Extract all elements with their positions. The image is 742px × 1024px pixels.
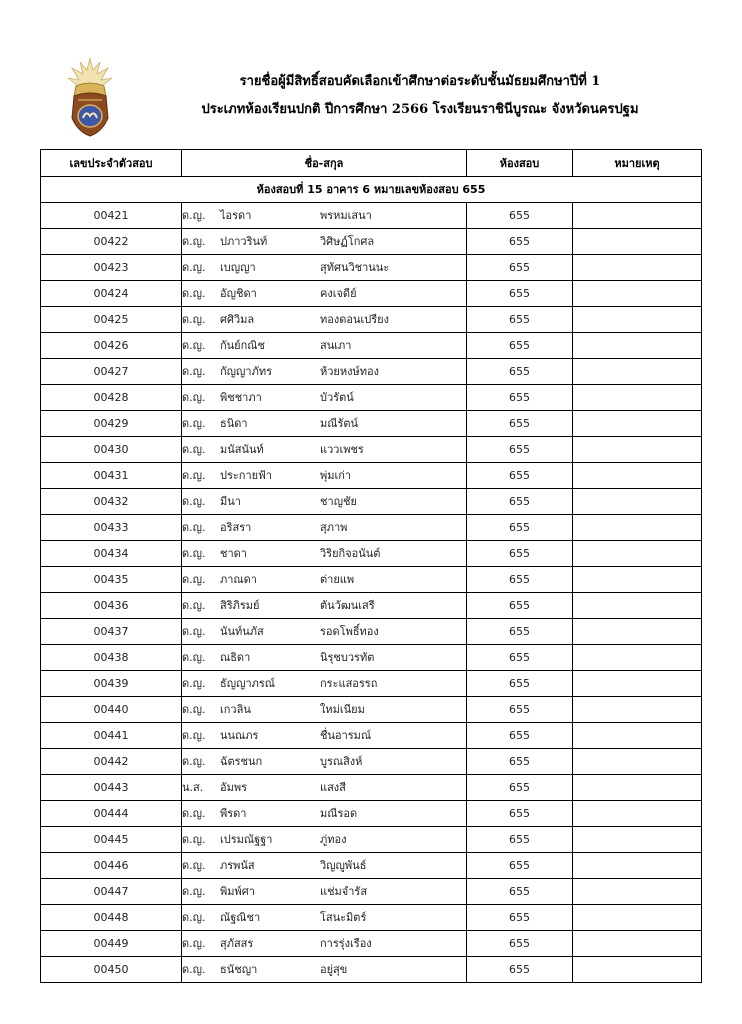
note-cell — [573, 541, 702, 567]
table-row — [41, 879, 702, 905]
first-name: นันท์นภัส — [220, 625, 264, 638]
room-cell: 655 — [467, 333, 573, 359]
column-header-note: หมายเหตุ — [573, 150, 702, 177]
name-cell — [182, 411, 467, 437]
name-cell — [182, 385, 467, 411]
exam-id-cell: 00445 — [41, 827, 182, 853]
last-name: ต่ายแพ — [320, 573, 355, 586]
note-cell — [573, 229, 702, 255]
name-prefix: ด.ญ. — [182, 599, 206, 612]
name-prefix: ด.ญ. — [182, 859, 206, 872]
first-name: ปภาวรินท์ — [220, 235, 268, 248]
section-row — [41, 177, 702, 203]
note-cell — [573, 801, 702, 827]
note-cell — [573, 463, 702, 489]
name-cell — [182, 905, 467, 931]
first-name: เบญญา — [220, 261, 256, 274]
note-cell — [573, 515, 702, 541]
room-cell: 655 — [467, 385, 573, 411]
name-cell — [182, 281, 467, 307]
room-cell: 655 — [467, 749, 573, 775]
name-cell — [182, 931, 467, 957]
name-prefix: ด.ญ. — [182, 807, 206, 820]
table-row — [41, 723, 702, 749]
room-cell: 655 — [467, 723, 573, 749]
exam-id-cell: 00430 — [41, 437, 182, 463]
last-name: โสนะมิตร์ — [320, 911, 367, 924]
exam-id-cell: 00423 — [41, 255, 182, 281]
name-prefix: ด.ญ. — [182, 209, 206, 222]
room-cell: 655 — [467, 957, 573, 983]
name-cell — [182, 697, 467, 723]
first-name: ธัญญาภรณ์ — [220, 677, 275, 690]
first-name: ณธิดา — [220, 651, 251, 664]
name-cell — [182, 593, 467, 619]
exam-id-cell: 00437 — [41, 619, 182, 645]
exam-id-cell: 00421 — [41, 203, 182, 229]
room-cell: 655 — [467, 775, 573, 801]
note-cell — [573, 359, 702, 385]
first-name: ธนิดา — [220, 417, 248, 430]
note-cell — [573, 671, 702, 697]
first-name: ธนัชญา — [220, 963, 258, 976]
last-name: วิญญูพันธ์ — [320, 859, 367, 872]
last-name: บัวรัตน์ — [320, 391, 354, 404]
first-name: กัญญาภัทร — [220, 365, 272, 378]
exam-id-cell: 00448 — [41, 905, 182, 931]
school-emblem-icon — [62, 56, 118, 138]
room-cell: 655 — [467, 307, 573, 333]
last-name: ห้วยหงษ์ทอง — [320, 365, 379, 378]
last-name: วิศิษฏ์โกศล — [320, 235, 375, 248]
note-cell — [573, 749, 702, 775]
first-name: พีรดา — [220, 807, 247, 820]
note-cell — [573, 255, 702, 281]
room-cell: 655 — [467, 359, 573, 385]
table-header-row — [41, 150, 702, 177]
table-row — [41, 333, 702, 359]
last-name: พุ่มเก่า — [320, 469, 352, 482]
name-cell — [182, 229, 467, 255]
exam-id-cell: 00426 — [41, 333, 182, 359]
table-row — [41, 307, 702, 333]
name-prefix: ด.ญ. — [182, 911, 206, 924]
name-cell — [182, 801, 467, 827]
first-name: สุภัสสร — [220, 937, 254, 950]
first-name: ศศิวิมล — [220, 313, 255, 326]
exam-id-cell: 00431 — [41, 463, 182, 489]
name-cell — [182, 957, 467, 983]
first-name: อัมพร — [220, 781, 248, 794]
note-cell — [573, 307, 702, 333]
table-row — [41, 671, 702, 697]
name-prefix: ด.ญ. — [182, 417, 206, 430]
name-cell — [182, 645, 467, 671]
column-header-exam-id: เลขประจำตัวสอบ — [41, 150, 182, 177]
first-name: มีนา — [220, 495, 241, 508]
name-prefix: ด.ญ. — [182, 521, 206, 534]
first-name: เกวลิน — [220, 703, 251, 716]
name-cell — [182, 255, 467, 281]
last-name: กระแสอรรถ — [320, 677, 378, 690]
room-cell: 655 — [467, 229, 573, 255]
name-cell — [182, 749, 467, 775]
room-cell: 655 — [467, 203, 573, 229]
table-row — [41, 489, 702, 515]
name-cell — [182, 307, 467, 333]
first-name: ภาณดา — [220, 573, 257, 586]
last-name: วิริยกิจอนันต์ — [320, 547, 381, 560]
room-cell: 655 — [467, 515, 573, 541]
table-row — [41, 359, 702, 385]
first-name: ชาดา — [220, 547, 247, 560]
first-name: นนณภร — [220, 729, 259, 742]
document-title: รายชื่อผู้มีสิทธิ์สอบคัดเลือกเข้าศึกษาต่อระดับชั้นมัธยมศึกษาปีที่ 1 — [239, 74, 601, 89]
last-name: สนเภา — [320, 339, 352, 352]
note-cell — [573, 697, 702, 723]
room-cell: 655 — [467, 827, 573, 853]
first-name: ไอรดา — [220, 209, 252, 222]
name-cell — [182, 827, 467, 853]
table-row — [41, 957, 702, 983]
name-prefix: ด.ญ. — [182, 469, 206, 482]
note-cell — [573, 645, 702, 671]
last-name: รอดโพธิ์ทอง — [320, 625, 379, 638]
first-name: พิชชาภา — [220, 391, 262, 404]
note-cell — [573, 593, 702, 619]
table-row — [41, 229, 702, 255]
name-cell — [182, 515, 467, 541]
table-row — [41, 749, 702, 775]
last-name: สุภาพ — [320, 521, 348, 534]
table-row — [41, 515, 702, 541]
note-cell — [573, 411, 702, 437]
exam-id-cell: 00441 — [41, 723, 182, 749]
name-prefix: ด.ญ. — [182, 339, 206, 352]
candidate-table — [40, 149, 702, 983]
room-cell: 655 — [467, 541, 573, 567]
note-cell — [573, 333, 702, 359]
room-cell: 655 — [467, 853, 573, 879]
note-cell — [573, 827, 702, 853]
table-row — [41, 593, 702, 619]
note-cell — [573, 931, 702, 957]
name-cell — [182, 437, 467, 463]
table-row — [41, 255, 702, 281]
first-name: อัญชิดา — [220, 287, 257, 300]
first-name: พิมพ์ศา — [220, 885, 255, 898]
room-cell: 655 — [467, 697, 573, 723]
exam-id-cell: 00443 — [41, 775, 182, 801]
note-cell — [573, 723, 702, 749]
last-name: ชื่นอารมณ์ — [320, 729, 372, 742]
table-row — [41, 567, 702, 593]
name-prefix: ด.ญ. — [182, 677, 206, 690]
last-name: มณีรัตน์ — [320, 417, 359, 430]
name-prefix: ด.ญ. — [182, 573, 206, 586]
exam-id-cell: 00427 — [41, 359, 182, 385]
name-prefix: น.ส. — [182, 781, 204, 794]
first-name: กันย์กณิช — [220, 339, 265, 352]
table-row — [41, 463, 702, 489]
name-cell — [182, 853, 467, 879]
first-name: ณัฐณิชา — [220, 911, 261, 924]
name-cell — [182, 619, 467, 645]
exam-id-cell: 00442 — [41, 749, 182, 775]
name-prefix: ด.ญ. — [182, 729, 206, 742]
last-name: ใหม่เนียม — [320, 703, 365, 716]
name-cell — [182, 463, 467, 489]
room-cell: 655 — [467, 645, 573, 671]
note-cell — [573, 775, 702, 801]
table-row — [41, 775, 702, 801]
last-name: แสงสี — [320, 781, 346, 794]
exam-id-cell: 00450 — [41, 957, 182, 983]
name-prefix: ด.ญ. — [182, 651, 206, 664]
room-cell: 655 — [467, 931, 573, 957]
exam-id-cell: 00440 — [41, 697, 182, 723]
last-name: ตันวัฒนเสรี — [320, 599, 375, 612]
name-prefix: ด.ญ. — [182, 937, 206, 950]
name-prefix: ด.ญ. — [182, 443, 206, 456]
exam-id-cell: 00446 — [41, 853, 182, 879]
first-name: สิริภิรมย์ — [220, 599, 260, 612]
name-cell — [182, 567, 467, 593]
name-prefix: ด.ญ. — [182, 547, 206, 560]
room-cell: 655 — [467, 489, 573, 515]
exam-id-cell: 00444 — [41, 801, 182, 827]
last-name: สุทัศนวิชานนะ — [320, 261, 390, 274]
first-name: เปรมณัฐฐา — [220, 833, 273, 846]
first-name: อริสรา — [220, 521, 252, 534]
name-prefix: ด.ญ. — [182, 625, 206, 638]
name-prefix: ด.ญ. — [182, 391, 206, 404]
name-prefix: ด.ญ. — [182, 755, 206, 768]
room-cell: 655 — [467, 281, 573, 307]
first-name: มนัสนันท์ — [220, 443, 264, 456]
name-prefix: ด.ญ. — [182, 365, 206, 378]
name-prefix: ด.ญ. — [182, 261, 206, 274]
room-cell: 655 — [467, 619, 573, 645]
name-prefix: ด.ญ. — [182, 833, 206, 846]
last-name: คงเจดีย์ — [320, 287, 357, 300]
note-cell — [573, 567, 702, 593]
table-row — [41, 931, 702, 957]
room-cell: 655 — [467, 905, 573, 931]
room-cell: 655 — [467, 801, 573, 827]
room-cell: 655 — [467, 879, 573, 905]
document-subtitle: ประเภทห้องเรียนปกติ ปีการศึกษา 2566 โรงเรียนราชินีบูรณะ จังหวัดนครปฐม — [201, 102, 639, 117]
room-cell: 655 — [467, 411, 573, 437]
table-row — [41, 437, 702, 463]
last-name: ภู่ทอง — [320, 833, 347, 846]
name-prefix: ด.ญ. — [182, 495, 206, 508]
exam-id-cell: 00439 — [41, 671, 182, 697]
note-cell — [573, 853, 702, 879]
table-row — [41, 411, 702, 437]
room-cell: 655 — [467, 255, 573, 281]
column-header-room: ห้องสอบ — [467, 150, 573, 177]
table-row — [41, 905, 702, 931]
first-name: ภรพนัส — [220, 859, 255, 872]
name-cell — [182, 671, 467, 697]
name-cell — [182, 333, 467, 359]
exam-id-cell: 00422 — [41, 229, 182, 255]
exam-id-cell: 00433 — [41, 515, 182, 541]
name-cell — [182, 541, 467, 567]
last-name: อยู่สุข — [320, 963, 348, 976]
last-name: แววเพชร — [320, 443, 364, 456]
name-prefix: ด.ญ. — [182, 287, 206, 300]
name-cell — [182, 879, 467, 905]
room-cell: 655 — [467, 567, 573, 593]
exam-id-cell: 00424 — [41, 281, 182, 307]
last-name: ทองดอนเปรียง — [320, 313, 389, 326]
exam-id-cell: 00429 — [41, 411, 182, 437]
table-row — [41, 203, 702, 229]
column-header-name: ชื่อ-สกุล — [182, 150, 467, 177]
table-row — [41, 827, 702, 853]
exam-id-cell: 00434 — [41, 541, 182, 567]
name-cell — [182, 359, 467, 385]
last-name: แช่มจำรัส — [320, 885, 368, 898]
note-cell — [573, 905, 702, 931]
note-cell — [573, 489, 702, 515]
note-cell — [573, 879, 702, 905]
note-cell — [573, 281, 702, 307]
table-row — [41, 853, 702, 879]
table-row — [41, 541, 702, 567]
name-prefix: ด.ญ. — [182, 885, 206, 898]
section-label: ห้องสอบที่ 15 อาคาร 6 หมายเลขห้องสอบ 655 — [41, 177, 702, 203]
table-row — [41, 801, 702, 827]
name-cell — [182, 775, 467, 801]
exam-id-cell: 00436 — [41, 593, 182, 619]
exam-id-cell: 00425 — [41, 307, 182, 333]
note-cell — [573, 619, 702, 645]
last-name: การรุ่งเรือง — [320, 937, 372, 950]
table-row — [41, 385, 702, 411]
room-cell: 655 — [467, 437, 573, 463]
name-prefix: ด.ญ. — [182, 313, 206, 326]
exam-id-cell: 00428 — [41, 385, 182, 411]
exam-id-cell: 00438 — [41, 645, 182, 671]
room-cell: 655 — [467, 463, 573, 489]
exam-id-cell: 00447 — [41, 879, 182, 905]
table-row — [41, 645, 702, 671]
first-name: ฉัตรชนก — [220, 755, 263, 768]
exam-id-cell: 00435 — [41, 567, 182, 593]
name-cell — [182, 203, 467, 229]
first-name: ประกายฟ้า — [220, 469, 273, 482]
name-prefix: ด.ญ. — [182, 963, 206, 976]
exam-id-cell: 00449 — [41, 931, 182, 957]
last-name: มณีรอด — [320, 807, 358, 820]
last-name: บูรณสิงห์ — [320, 755, 363, 768]
name-prefix: ด.ญ. — [182, 235, 206, 248]
table-row — [41, 619, 702, 645]
name-cell — [182, 723, 467, 749]
name-cell — [182, 489, 467, 515]
exam-id-cell: 00432 — [41, 489, 182, 515]
last-name: พรหมเสนา — [320, 209, 372, 222]
last-name: นิรุชบวรทัต — [320, 651, 375, 664]
note-cell — [573, 437, 702, 463]
note-cell — [573, 203, 702, 229]
room-cell: 655 — [467, 593, 573, 619]
note-cell — [573, 385, 702, 411]
room-cell: 655 — [467, 671, 573, 697]
table-row — [41, 281, 702, 307]
note-cell — [573, 957, 702, 983]
name-prefix: ด.ญ. — [182, 703, 206, 716]
table-row — [41, 697, 702, 723]
last-name: ชาญชัย — [320, 495, 357, 508]
